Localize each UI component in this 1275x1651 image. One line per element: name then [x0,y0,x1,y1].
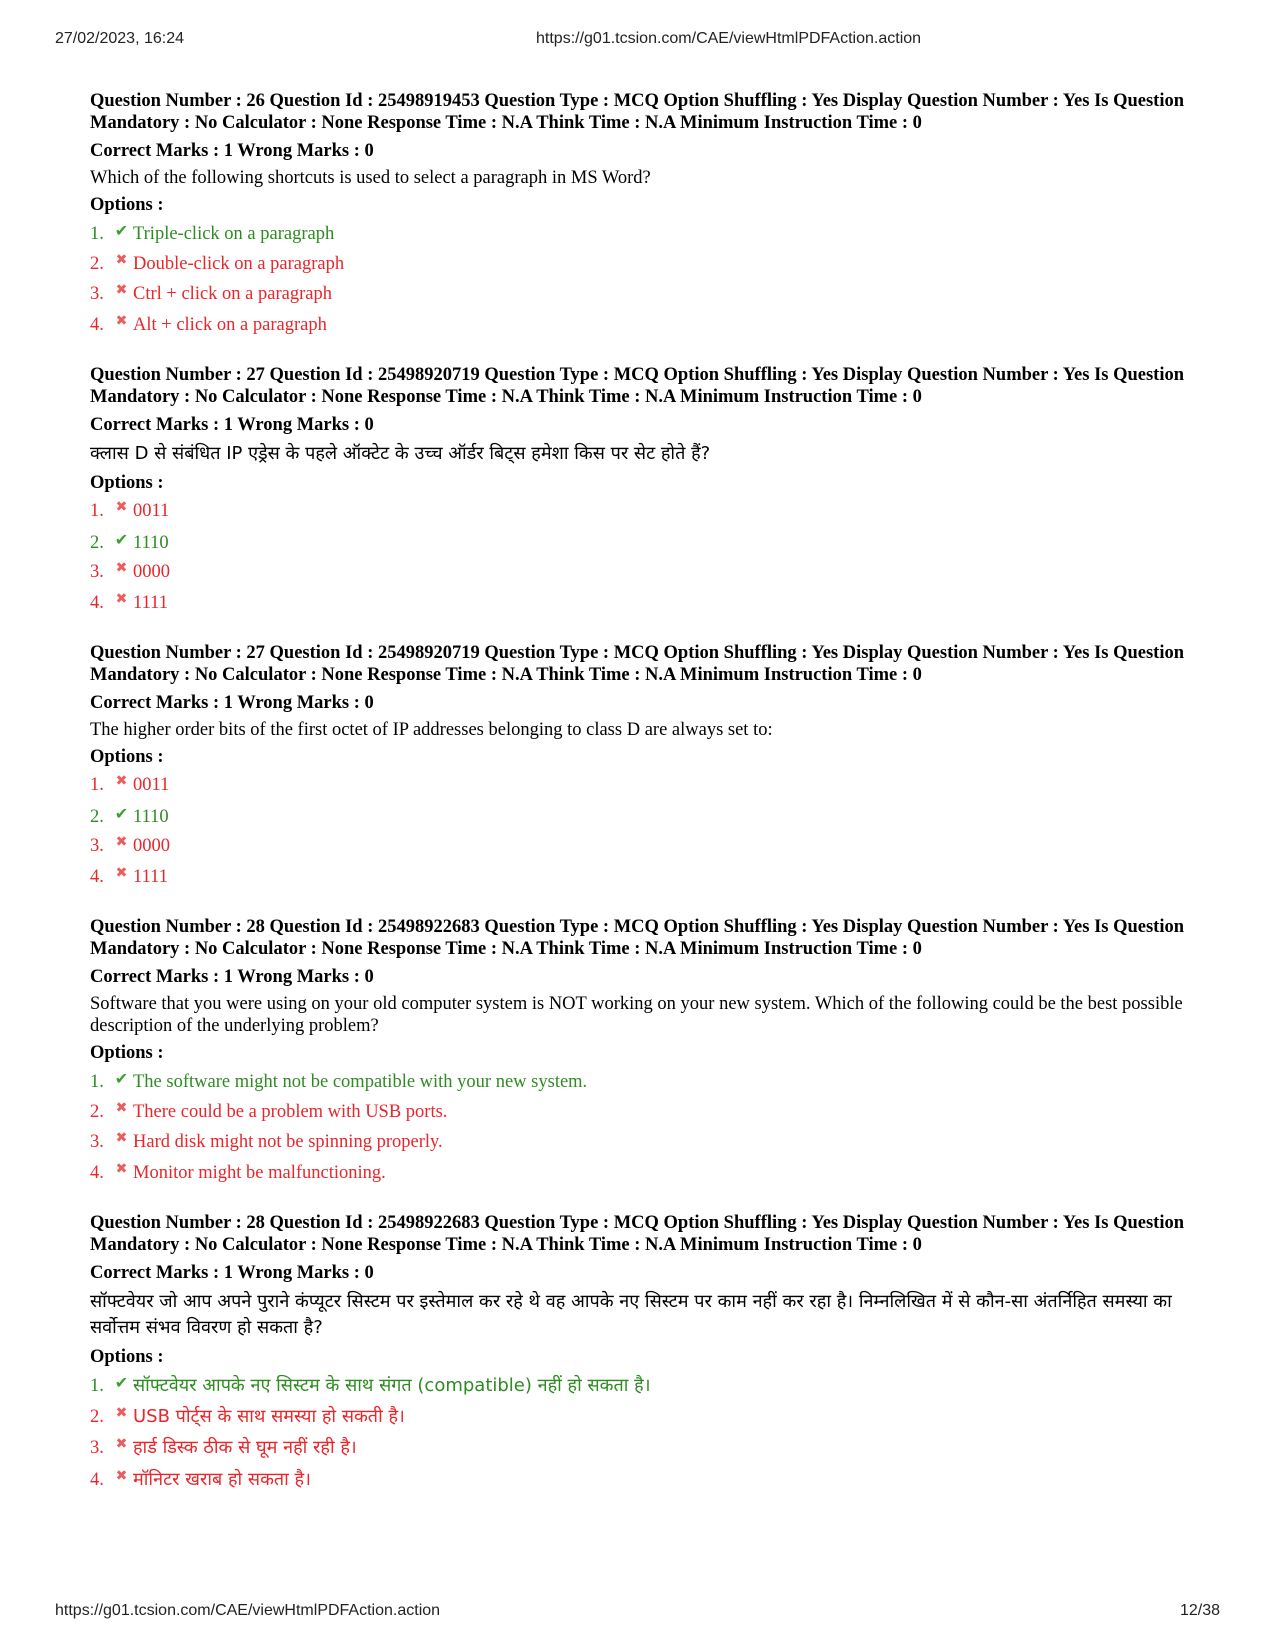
cross-mark-icon: ✖ [115,590,128,607]
cross-mark-icon: ✖ [115,499,128,515]
question-marks: Correct Marks : 1 Wrong Marks : 0 [90,415,374,435]
option-text: Monitor might be malfunctioning. [133,1162,386,1183]
option-text: Hard disk might not be spinning properly. [133,1132,443,1152]
option-text: 1110 [133,806,169,827]
option-number: 4. [90,592,104,613]
option-number: 1. [90,1376,104,1396]
option-number: 4. [90,314,104,335]
options-label: Options : [90,1347,164,1367]
header-url: https://g01.tcsion.com/CAE/viewHtmlPDFAction.action [536,30,922,47]
option-item [90,1067,1200,1098]
option-item [90,863,1200,894]
cross-mark-icon: ✖ [115,560,128,576]
option-number: 3. [90,562,104,582]
option-item [90,280,1200,311]
option-list [90,497,1200,619]
option-text: Ctrl + click on a paragraph [133,284,332,304]
option-text: 0000 [133,836,170,856]
footer-url: https://g01.tcsion.com/CAE/viewHtmlPDFAction.action [55,1602,441,1619]
option-item [90,1402,1200,1434]
option-item [90,771,1200,802]
check-mark-icon: ✔ [114,1069,129,1088]
option-item [90,311,1200,342]
option-item [90,589,1200,620]
option-text: USB पोर्ट्स के साथ समस्या हो सकती है। [133,1405,405,1427]
option-number: 2. [90,1101,104,1122]
cross-mark-icon: ✖ [115,864,128,881]
question-meta: Question Number : 27 Question Id : 25498920719 Question Type : MCQ Option Shuffling : Yes Display Question Number : Yes Is Question Mandatory : No Calculator : None Response Time : N.A Think Time : N.A Minimum Instruction Time : 0 [90,365,1185,407]
question-block [90,364,1200,619]
question-block [90,90,1200,341]
options-label: Options : [90,747,164,767]
print-datetime: 27/02/2023, 16:24 [55,30,185,47]
cross-mark-icon: ✖ [115,251,128,268]
option-item [90,558,1200,589]
option-text: There could be a problem with USB ports. [133,1101,448,1122]
option-number: 3. [90,284,104,304]
option-number: 3. [90,836,104,856]
question-marks: Correct Marks : 1 Wrong Marks : 0 [90,1263,374,1283]
option-number: 1. [90,501,104,521]
question-marks: Correct Marks : 1 Wrong Marks : 0 [90,693,374,713]
option-text: 0011 [133,501,170,521]
option-number: 2. [90,806,104,827]
option-item [90,250,1200,281]
check-mark-icon: ✔ [114,803,129,823]
option-item [90,1098,1200,1129]
option-list [90,219,1200,341]
cross-mark-icon: ✖ [115,1436,128,1452]
question-text: Which of the following shortcuts is used to select a paragraph in MS Word? [90,168,651,188]
page-number: 12/38 [1179,1602,1220,1619]
option-text: 0000 [133,562,170,582]
option-text: मॉनिटर खराब हो सकता है। [133,1468,311,1490]
option-text: 1110 [133,532,169,553]
option-item [90,219,1200,250]
option-text: Triple-click on a paragraph [133,224,335,244]
option-number: 2. [90,253,104,274]
question-marks: Correct Marks : 1 Wrong Marks : 0 [90,141,374,161]
question-text: Software that you were using on your old computer system is NOT working on your new system. Which of the following could be the best possible description of the underlying problem? [90,994,1183,1036]
option-item [90,1128,1200,1159]
option-item [90,528,1200,559]
question-block [90,916,1200,1189]
option-item [90,1159,1200,1190]
option-list [90,1371,1200,1496]
cross-mark-icon: ✖ [115,1099,128,1116]
option-item [90,1433,1200,1465]
option-item [90,497,1200,528]
option-text: 1111 [133,866,168,887]
option-number: 2. [90,1406,104,1427]
question-meta: Question Number : 26 Question Id : 25498919453 Question Type : MCQ Option Shuffling : Yes Display Question Number : Yes Is Question Mandatory : No Calculator : None Response Time : N.A Think Time : N.A Minimum Instruction Time : 0 [90,91,1185,133]
option-number: 3. [90,1132,104,1152]
option-text: 0011 [133,775,170,795]
options-label: Options : [90,473,164,493]
option-item [90,1371,1200,1402]
option-item [90,1465,1200,1497]
cross-mark-icon: ✖ [115,1467,128,1484]
option-number: 1. [90,224,104,244]
options-label: Options : [90,195,164,215]
option-number: 1. [90,1072,104,1092]
option-text: The software might not be compatible with your new system. [133,1072,588,1092]
option-number: 4. [90,1469,104,1490]
option-list [90,1067,1200,1189]
option-number: 4. [90,866,104,887]
question-block [90,1212,1200,1496]
question-list [90,90,1200,1496]
question-meta: Question Number : 27 Question Id : 25498920719 Question Type : MCQ Option Shuffling : Yes Display Question Number : Yes Is Question Mandatory : No Calculator : None Response Time : N.A Think Time : N.A Minimum Instruction Time : 0 [90,643,1185,685]
question-text: सॉफ्टवेयर जो आप अपने पुराने कंप्यूटर सिस्टम पर इस्तेमाल कर रहे थे वह आपके नए सिस्टम पर काम नहीं कर रहा है। निम्नलिखित में से कौन-सा अंतर्निहित समस्या का सर्वोत्तम संभव विवरण हो सकता है? [90,1291,1172,1338]
option-list [90,771,1200,893]
cross-mark-icon: ✖ [115,1160,128,1177]
option-item [90,802,1200,833]
question-meta: Question Number : 28 Question Id : 25498922683 Question Type : MCQ Option Shuffling : Yes Display Question Number : Yes Is Question Mandatory : No Calculator : None Response Time : N.A Think Time : N.A Minimum Instruction Time : 0 [90,917,1185,959]
option-text: 1111 [133,592,168,613]
option-item [90,832,1200,863]
option-number: 3. [90,1438,104,1458]
cross-mark-icon: ✖ [115,1130,128,1146]
question-block [90,642,1200,893]
option-number: 4. [90,1162,104,1183]
question-marks: Correct Marks : 1 Wrong Marks : 0 [90,967,374,987]
cross-mark-icon: ✖ [115,1404,128,1421]
check-mark-icon: ✔ [114,1373,129,1392]
cross-mark-icon: ✖ [115,282,128,298]
cross-mark-icon: ✖ [115,312,128,329]
option-text: Alt + click on a paragraph [133,314,327,335]
check-mark-icon: ✔ [114,529,129,549]
option-text: हार्ड डिस्क ठीक से घूम नहीं रही है। [133,1437,357,1458]
options-label: Options : [90,1043,164,1063]
cross-mark-icon: ✖ [115,834,128,850]
option-text: Double-click on a paragraph [133,253,345,274]
question-text: The higher order bits of the first octet of IP addresses belonging to class D are always set to: [90,720,773,740]
check-mark-icon: ✔ [114,221,129,240]
question-text: क्लास D से संबंधित IP एड्रेस के पहले ऑक्टेट के उच्च ऑर्डर बिट्स हमेशा किस पर सेट होते हैं? [90,443,711,464]
option-text: सॉफ्टवेयर आपके नए सिस्टम के साथ संगत (compatible) नहीं हो सकता है। [133,1375,651,1396]
question-meta: Question Number : 28 Question Id : 25498922683 Question Type : MCQ Option Shuffling : Yes Display Question Number : Yes Is Question Mandatory : No Calculator : None Response Time : N.A Think Time : N.A Minimum Instruction Time : 0 [90,1213,1185,1255]
option-number: 1. [90,775,104,795]
cross-mark-icon: ✖ [115,773,128,789]
option-number: 2. [90,532,104,553]
